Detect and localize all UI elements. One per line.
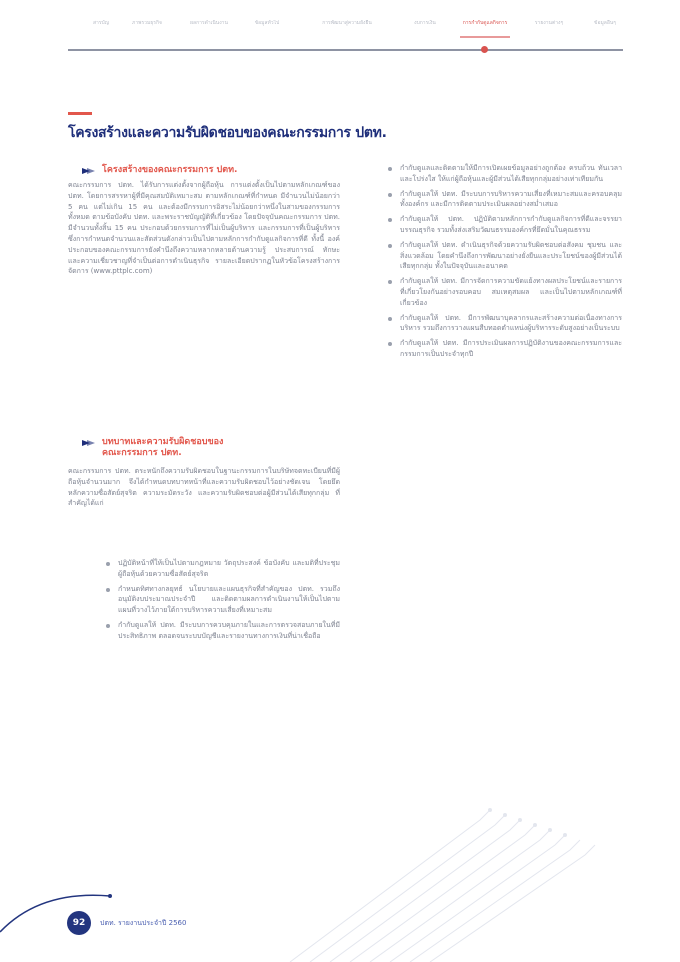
list-item: กำกับดูแลให้ ปตท. มีการพัฒนาบุคลากรและสร้างความต่อเนื่องทางการบริหาร รวมถึงการวางแผนสืบทอดตำแหน่งผู้บริหารระดับสูงอย่างเป็นระบบ (386, 313, 622, 335)
bullet-icon (388, 244, 392, 248)
list-item: กำกับดูแลให้ ปตท. มีระบบการควบคุมภายในและการตรวจสอบภายในที่มีประสิทธิภาพ ตลอดจนระบบบัญชีและรายงานทางการเงินที่น่าเชื่อถือ (104, 620, 340, 642)
section1-header (82, 165, 237, 176)
list-item: กำกับดูแลให้ ปตท. ดำเนินธุรกิจด้วยความรับผิดชอบต่อสังคม ชุมชน และสิ่งแวดล้อม โดยคำนึงถึงการพัฒนาอย่างยั่งยืนและประโยชน์ของผู้มีส่วนได้เสียทุกกลุ่ม ทั้งในปัจจุบันและอนาคต (386, 240, 622, 272)
bullet-icon (388, 193, 392, 197)
tab-sustainability[interactable]: การพัฒนาสู่ความยั่งยืน (322, 20, 372, 26)
section1-body: คณะกรรมการ ปตท. ได้รับการแต่งตั้งจากผู้ถือหุ้น การแต่งตั้งเป็นไปตามหลักเกณฑ์ของ ปตท. โดยการสรรหาผู้ที่มีคุณสมบัติเหมาะสม ตามหลักเกณฑ์ที่กำหนด มีจำนวนไม่น้อยกว่า 5 คน แต่ไม่เกิน 15 คน และต้องมีกรรมการอิสระไม่น้อยกว่าหนึ่งในสามของกรรมการทั้งหมด ตามข้อบังคับ ปตท. และพระราชบัญญัติที่เกี่ยวข้อง โดยปัจจุบันคณะกรรมการ ปตท. มีจำนวนทั้งสิ้น 15 คน ประกอบด้วยกรรมการที่ไม่เป็นผู้บริหาร และกรรมการที่เป็นผู้บริหาร ซึ่งการกำหนดจำนวนและสัดส่วนดังกล่าวเป็นไปตามหลักการกำกับดูแลกิจการที่ดี ทั้งนี้ องค์ประกอบของคณะกรรมการยังคำนึงถึงความหลากหลายด้านความรู้ ประสบการณ์ ทักษะ และความเชี่ยวชาญที่จำเป็นต่อการดำเนินธุรกิจ รายละเอียดปรากฏในหัวข้อโครงสร้างการจัดการ (www.pttplc.com) (68, 181, 340, 276)
list-item: กำกับดูแลให้ ปตท. มีการจัดการความขัดแย้งทางผลประโยชน์และรายการที่เกี่ยวโยงกันอย่างรอบคอบ สมเหตุสมผล และเป็นไปตามหลักเกณฑ์ที่เกี่ยวข้อง (386, 276, 622, 308)
bullet-icon (106, 588, 110, 592)
bullet-icon (388, 167, 392, 171)
top-navigation (0, 0, 680, 56)
list-item: กำกับดูแลและติดตามให้มีการเปิดเผยข้อมูลอย่างถูกต้อง ครบถ้วน ทันเวลา และโปร่งใส ให้แก่ผู้ถือหุ้นและผู้มีส่วนได้เสียทุกกลุ่มอย่างเท่าเทียมกัน (386, 163, 622, 185)
footer-report-title: ปตท. รายงานประจำปี 2560 (100, 919, 187, 927)
bullet-icon (106, 624, 110, 628)
bullet-icon (388, 280, 392, 284)
list-item: กำหนดทิศทางกลยุทธ์ นโยบายและแผนธุรกิจที่สำคัญของ ปตท. รวมถึงอนุมัติงบประมาณประจำปี และติดตามผลการดำเนินงานให้เป็นไปตามแผนที่วางไว้ภายใต้การบริหารความเสี่ยงที่เหมาะสม (104, 584, 340, 616)
section2-body: คณะกรรมการ ปตท. ตระหนักถึงความรับผิดชอบในฐานะกรรมการในบริษัทจดทะเบียนที่มีผู้ถือหุ้นจำนวนมาก จึงได้กำหนดบทบาทหน้าที่และความรับผิดชอบไว้อย่างชัดเจน โดยยึดหลักความซื่อสัตย์สุจริต ความระมัดระวัง และความรับผิดชอบต่อผู้มีส่วนได้เสียทุกกลุ่ม ที่สำคัญได้แก่ (68, 467, 340, 508)
tab-financial-statements[interactable]: งบการเงิน (414, 20, 436, 26)
bullet-icon (106, 562, 110, 566)
section2-header (82, 437, 223, 459)
page-number: 92 (67, 911, 91, 935)
list-item: ปฏิบัติหน้าที่ให้เป็นไปตามกฎหมาย วัตถุประสงค์ ข้อบังคับ และมติที่ประชุมผู้ถือหุ้นด้วยความซื่อสัตย์สุจริต (104, 558, 340, 580)
arrow-right-icon (82, 166, 96, 176)
list-item: กำกับดูแลให้ ปตท. ปฏิบัติตามหลักการกำกับดูแลกิจการที่ดีและจรรยาบรรณธุรกิจ รวมทั้งส่งเสริมวัฒนธรรมองค์กรที่ยึดมั่นในคุณธรรม (386, 214, 622, 236)
tab-reports[interactable]: รายงานต่างๆ (534, 20, 564, 26)
bullet-icon (388, 218, 392, 222)
tab-contents[interactable]: สารบัญ (93, 20, 109, 26)
list-item: กำกับดูแลให้ ปตท. มีระบบการบริหารความเสี่ยงที่เหมาะสมและครอบคลุมทั้งองค์กร และมีการติดตามประเมินผลอย่างสม่ำเสมอ (386, 189, 622, 211)
tab-corporate-governance[interactable]: การกำกับดูแลกิจการ (462, 20, 508, 26)
bullet-icon (388, 342, 392, 346)
list-item: กำกับดูแลให้ ปตท. มีการประเมินผลการปฏิบัติงานของคณะกรรมการและกรรมการเป็นประจำทุกปี (386, 338, 622, 360)
tab-general-info[interactable]: ข้อมูลทั่วไป (254, 20, 280, 26)
tab-business-overview[interactable]: ภาพรวมธุรกิจ (132, 20, 162, 26)
arrow-right-icon (82, 438, 96, 448)
tab-performance[interactable]: ผลการดำเนินงาน (190, 20, 228, 26)
nav-active-marker (481, 46, 488, 53)
section2-title-line1: บทบาทและความรับผิดชอบของ (102, 437, 224, 447)
section2-title-line2: คณะกรรมการ ปตท. (102, 448, 182, 458)
nav-rule (68, 49, 623, 51)
section1-title: โครงสร้างของคณะกรรมการ ปตท. (102, 165, 238, 175)
right-bullet-list (386, 163, 622, 364)
title-accent-bar (68, 112, 92, 115)
tab-other-info[interactable]: ข้อมูลอื่นๆ (594, 20, 616, 26)
active-tab-underline (460, 36, 510, 38)
page-title: โครงสร้างและความรับผิดชอบของคณะกรรมการ ปตท. (68, 125, 387, 141)
bullet-icon (388, 317, 392, 321)
decorative-lines (280, 780, 680, 962)
section2-bullet-list (104, 558, 340, 646)
